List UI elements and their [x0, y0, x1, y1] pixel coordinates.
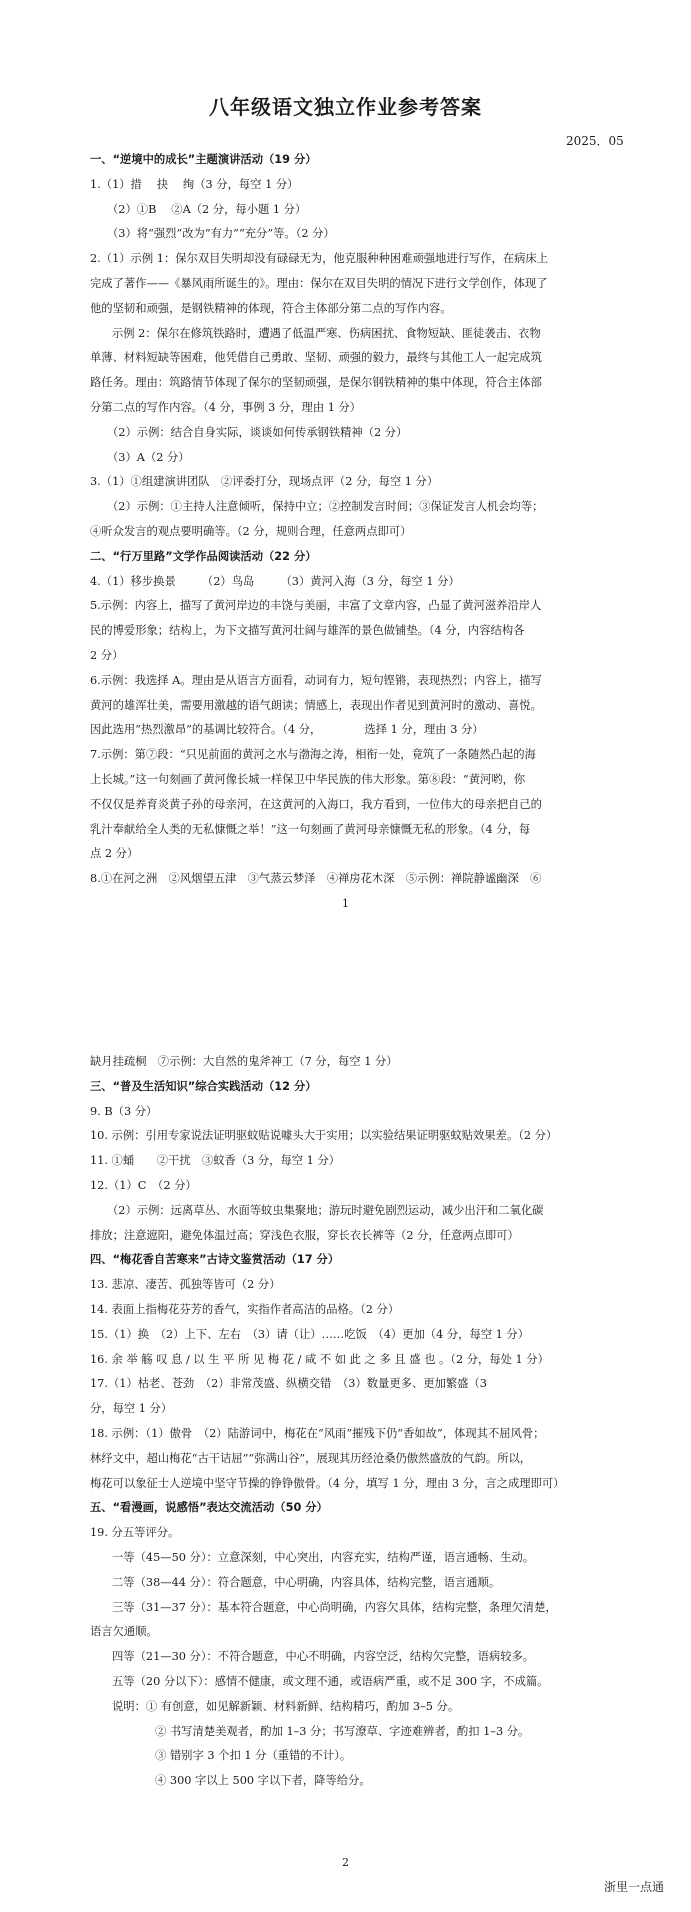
document-title: 八年级语文独立作业参考答案: [209, 95, 482, 119]
answer-line: 5.示例：内容上，描写了黄河岸边的丰饶与美丽，丰富了文章内容，凸显了黄河滋养沿岸人: [90, 599, 542, 613]
section-heading: 三、“普及生活知识”综合实践活动（12 分）: [90, 1079, 317, 1093]
grading-line: 一等（45—50 分）：立意深刻，中心突出，内容充实，结构严谨，语言通畅、生动。: [112, 1550, 535, 1564]
answer-line: 8.①在河之洲 ②风烟望五津 ③气蒸云梦泽 ④禅房花木深 ⑤示例：禅院静谧幽深 ⑥: [90, 872, 542, 886]
answer-line: 3.（1）①组建演讲团队 ②评委打分，现场点评（2 分，每空 1 分）: [90, 475, 439, 489]
answer-line: ④听众发言的观点要明确等。（2 分，规则合理，任意两点即可）: [90, 524, 412, 538]
page-2-body: [90, 1050, 612, 1794]
answer-line: 18. 示例：（1）傲骨 （2）陆游词中，梅花在“风雨”摧残下仍“香如故”，体现其不屈风骨；: [90, 1426, 545, 1440]
section-heading: 二、“行万里路”文学作品阅读活动（22 分）: [90, 549, 317, 563]
answer-line: 不仅仅是养育炎黄子孙的母亲河，在这黄河的入海口，我方看到，一位伟大的母亲把自己的: [90, 797, 542, 811]
answer-line: 点 2 分）: [90, 847, 139, 861]
answer-line: 19. 分五等评分。: [90, 1526, 180, 1540]
answer-line: （2）示例：①主持人注意倾听，保持中立；②控制发言时间；③保证发言人机会均等；: [107, 500, 544, 514]
grading-note: 说明：① 有创意，如见解新颖、材料新鲜、结构精巧，酌加 3–5 分。: [112, 1699, 460, 1713]
answer-line: 7.示例：第⑦段：“只见前面的黄河之水与渤海之涛，相衔一处，竟筑了一条随然凸起的海: [90, 748, 536, 762]
answer-line: （3）将“强烈”改为“有力”“充分”等。（2 分）: [107, 227, 335, 241]
answer-line: （2）示例：结合自身实际，谈谈如何传承钢铁精神（2 分）: [107, 425, 408, 439]
answer-line: 排放；注意遮阳，避免体温过高；穿浅色衣服，穿长衣长裤等（2 分，任意两点即可）: [90, 1228, 519, 1242]
answer-line: 4.（1）移步换景 （2）鸟岛 （3）黄河入海（3 分，每空 1 分）: [90, 574, 460, 588]
grading-note: ③ 错别字 3 个扣 1 分（重错的不计）。: [155, 1749, 352, 1763]
section-heading: 四、“梅花香自苦寒来”古诗文鉴赏活动（17 分）: [90, 1253, 340, 1267]
answer-line: （2）①B ②A（2 分，每小题 1 分）: [107, 202, 307, 216]
answer-line: 黄河的雄浑壮美，需要用激越的语气朗读；情感上，表现出作者见到黄河时的激动、喜悦。: [90, 698, 542, 712]
grading-line: 五等（20 分以下）：感情不健康，或文理不通，或语病严重，或不足 300 字，不成篇。: [112, 1674, 549, 1688]
answer-line: 10. 示例：引用专家说法证明驱蚊贴说噱头大于实用；以实验结果证明驱蚊贴效果差。（2 分）: [90, 1129, 558, 1143]
answer-line: 单薄、材料短缺等困难，他凭借自己勇敢、坚韧、顽强的毅力，最终与其他工人一起完成筑: [90, 351, 542, 365]
answer-line: 17.（1）枯老、苍劲 （2）非常茂盛、纵横交错 （3）数量更多、更加繁盛（3: [90, 1377, 487, 1391]
answer-line: （3）A（2 分）: [107, 450, 190, 464]
answer-line: 路任务。理由：筑路情节体现了保尔的坚韧顽强，是保尔钢铁精神的集中体现，符合主体部: [90, 376, 542, 390]
answer-line: 13. 悲凉、凄苦、孤独等皆可（2 分）: [90, 1278, 281, 1292]
answer-line: 15.（1）换 （2）上下、左右 （3）请（让）……吃饭 （4）更加（4 分，每空 1 分）: [90, 1327, 530, 1341]
section-heading: 五、“看漫画，说感悟”表达交流活动（50 分）: [90, 1501, 328, 1515]
page-number: 1: [342, 897, 349, 910]
answer-line: 他的坚韧和顽强，是钢铁精神的体现，符合主体部分第二点的写作内容。: [90, 301, 452, 315]
section-heading: 一、“逆境中的成长”主题演讲活动（19 分）: [90, 153, 317, 166]
answer-line: 6.示例：我选择 A。理由是从语言方面看，动词有力，短句铿锵，表现热烈；内容上，描写: [90, 673, 542, 687]
grading-note: ② 书写清楚美观者，酌加 1–3 分；书写潦草、字迹难辨者，酌扣 1–3 分。: [155, 1724, 530, 1738]
answer-line: 民的博爱形象；结构上，为下文描写黄河壮阔与雄浑的景色做铺垫。（4 分，内容结构各: [90, 624, 525, 638]
answer-line: 16. 余 举 觞 叹 息 / 以 生 平 所 见 梅 花 / 咸 不 如 此 之 多 且 盛 也 。（2 分，每处 1 分）: [90, 1352, 549, 1366]
grading-note: ④ 300 字以上 500 字以下者，降等给分。: [155, 1774, 371, 1788]
page-number: 2: [342, 1856, 349, 1869]
answer-line: 1.（1）措 抉 绚（3 分，每空 1 分）: [90, 177, 299, 191]
answer-line: 完成了著作——《暴风雨所诞生的》。理由：保尔在双目失明的情况下进行文学创作，体现了: [90, 276, 548, 290]
answer-line: 上长城。”这一句刻画了黄河像长城一样保卫中华民族的伟大形象。第⑧段：“黄河哟，你: [90, 772, 526, 786]
page-1-body: [90, 148, 612, 892]
answer-line: 14. 表面上指梅花芬芳的香气，实指作者高洁的品格。（2 分）: [90, 1302, 400, 1316]
answer-line: 2.（1）示例 1：保尔双目失明却没有碌碌无为，他克服种种困难顽强地进行写作，在病床上: [90, 252, 549, 266]
answer-line: 9. B（3 分）: [90, 1104, 158, 1118]
answer-line: 分，每空 1 分）: [90, 1402, 173, 1416]
answer-line: 乳汁奉献给全人类的无私慷慨之举！”这一句刻画了黄河母亲慷慨无私的形象。（4 分，每: [90, 822, 531, 836]
answer-line: 缺月挂疏桐 ⑦示例：大自然的鬼斧神工（7 分，每空 1 分）: [90, 1055, 398, 1068]
answer-line: 2 分）: [90, 648, 124, 662]
answer-line: 示例 2：保尔在修筑铁路时，遭遇了低温严寒、伤病困扰、食物短缺、匪徒袭击、衣物: [112, 326, 541, 340]
grading-line: 三等（31—37 分）：基本符合题意，中心尚明确，内容欠具体，结构完整，条理欠清楚，: [112, 1600, 557, 1614]
brand-watermark: 浙里一点通: [604, 1880, 665, 1894]
answer-line: 因此选用“热烈激昂”的基调比较符合。（4 分， 选择 1 分，理由 3 分）: [90, 723, 484, 737]
grading-line: 四等（21—30 分）：不符合题意，中心不明确，内容空泛，结构欠完整，语病较多。: [112, 1650, 535, 1664]
document-date: 2025．05: [566, 134, 624, 148]
answer-line: 12.（1）C （2 分）: [90, 1178, 197, 1192]
grading-line: 语言欠通顺。: [90, 1625, 158, 1639]
answer-line: 梅花可以象征士人逆境中坚守节操的铮铮傲骨。（4 分，填写 1 分，理由 3 分，言之成理即可）: [90, 1476, 565, 1490]
answer-line: 分第二点的写作内容。（4 分，事例 3 分，理由 1 分）: [90, 400, 362, 414]
answer-line: （2）示例：远离草丛、水面等蚊虫集聚地；游玩时避免剧烈运动，减少出汗和二氧化碳: [107, 1203, 544, 1217]
answer-line: 林纾文中，超山梅花“古干诘屈”“弥满山谷”，展现其历经沧桑仍傲然盛放的气韵。所以，: [90, 1451, 532, 1465]
grading-line: 二等（38—44 分）：符合题意，中心明确，内容具体，结构完整，语言通顺。: [112, 1575, 501, 1589]
answer-line: 11. ①蛹 ②干扰 ③蚊香（3 分，每空 1 分）: [90, 1154, 341, 1168]
